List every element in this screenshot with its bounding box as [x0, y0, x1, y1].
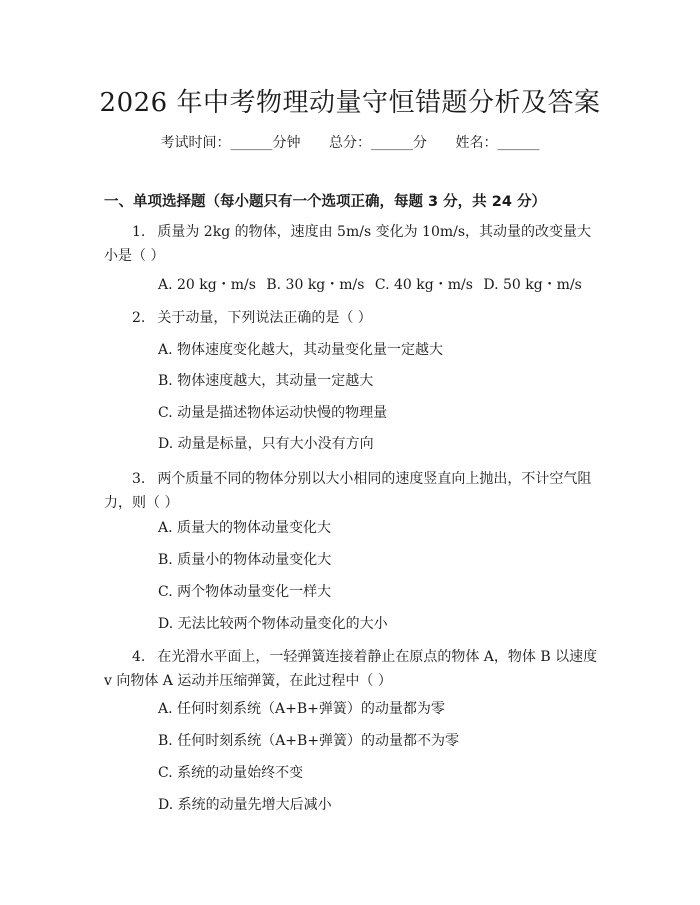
option-c: C. 两个物体动量变化一样大 — [158, 584, 332, 600]
option-c: C. 40 kg・m/s — [374, 277, 473, 293]
option-a: A. 任何时刻系统（A+B+弹簧）的动量都为零 — [158, 701, 445, 717]
option-b: B. 30 kg・m/s — [266, 277, 365, 293]
question-text: 关于动量，下列说法正确的是（ ） — [157, 310, 372, 326]
exam-meta — [0, 132, 700, 152]
page-title: 2026 年中考物理动量守恒错题分析及答案 — [99, 88, 601, 118]
option-d: D. 50 kg・m/s — [483, 277, 582, 293]
option-b: B. 物体速度越大，其动量一定越大 — [158, 373, 374, 389]
question-1-options — [158, 275, 588, 295]
exam-score: 总分：______分 — [329, 135, 427, 151]
option-d: D. 无法比较两个物体动量变化的大小 — [158, 616, 388, 632]
question-number: 2. — [132, 310, 146, 326]
question-number: 3. — [132, 471, 146, 487]
question-4 — [104, 645, 598, 693]
question-text: 在光滑水平面上，一轻弹簧连接着静止在原点的物体 A，物体 B 以速度 v 向物体 A 运动并压缩弹簧，在此过程中（ ） — [104, 649, 598, 689]
option-a: A. 质量大的物体动量变化大 — [158, 520, 332, 536]
question-number: 1. — [132, 224, 146, 240]
option-b: B. 任何时刻系统（A+B+弹簧）的动量都不为零 — [158, 733, 460, 749]
question-text: 质量为 2kg 的物体，速度由 5m/s 变化为 10m/s，其动量的改变量大小是（ ） — [104, 224, 592, 264]
question-1 — [104, 220, 598, 268]
question-number: 4. — [132, 649, 146, 665]
exam-time: 考试时间：______分钟 — [160, 135, 301, 151]
option-d: D. 动量是标量，只有大小没有方向 — [158, 436, 374, 452]
option-b: B. 质量小的物体动量变化大 — [158, 552, 332, 568]
option-a: A. 20 kg・m/s — [158, 277, 256, 293]
student-name: 姓名：______ — [455, 135, 540, 151]
question-2 — [104, 306, 598, 330]
option-c: C. 系统的动量始终不变 — [158, 765, 304, 781]
question-text: 两个质量不同的物体分别以大小相同的速度竖直向上抛出，不计空气阻力，则（ ） — [104, 471, 592, 511]
section-heading: 一、单项选择题（每小题只有一个选项正确，每题 3 分，共 24 分） — [104, 194, 546, 210]
option-c: C. 动量是描述物体运动快慢的物理量 — [158, 405, 388, 421]
option-a: A. 物体速度变化越大，其动量变化量一定越大 — [158, 342, 444, 358]
question-3 — [104, 467, 598, 515]
option-d: D. 系统的动量先增大后减小 — [158, 797, 332, 813]
